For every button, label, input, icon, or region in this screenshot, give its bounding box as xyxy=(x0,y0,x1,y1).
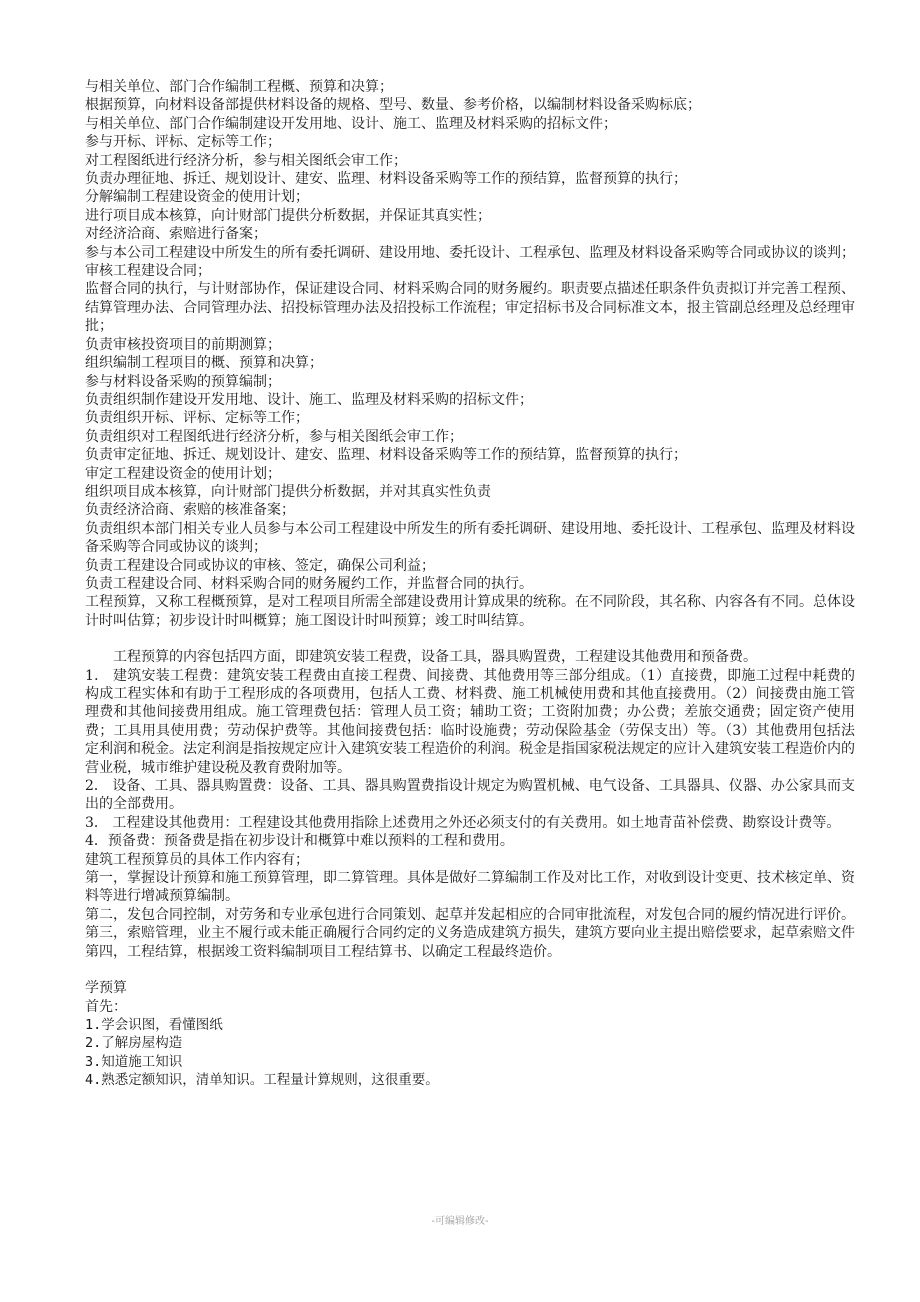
responsibilities-block xyxy=(85,78,855,630)
text-line: 负责工程建设合同、材料采购合同的财务履约工作，并监督合同的执行。 xyxy=(85,575,533,592)
text-line: 第二，发包合同控制，对劳务和专业承包进行合同策划、起草并发起相应的合同审批流程，对发包合同的履约情况进行评价。 xyxy=(85,906,855,923)
page-footer: -可编辑修改- xyxy=(431,1216,489,1227)
text-line: 审定工程建设资金的使用计划； xyxy=(85,465,281,482)
text-line: 2． 设备、工具、器具购置费：设备、工具、器具购置费指设计规定为购置机械、电气设备、工具器具、仪器、办公家具而支出的全部费用。 xyxy=(85,778,855,813)
text-line: 工程预算，又称工程概预算，是对工程项目所需全部建设费用计算成果的统称。在不同阶段，其名称、内容各有不同。总体设计时叫估算；初步设计时叫概算；施工图设计时叫预算；竣工时叫结算。 xyxy=(85,594,855,629)
text-line: 监督合同的执行，与计财部协作，保证建设合同、材料采购合同的财务履约。职责要点描述任职条件负责拟订并完善工程预、结算管理办法、合同管理办法、招投标管理办法及招投标工作流程；审定招标书及合同标准文本，报主管副总经理及总经理审批； xyxy=(85,281,855,335)
text-line: 进行项目成本核算，向计财部门提供分析数据，并保证其真实性； xyxy=(85,207,491,224)
text-line: 负责审定征地、拆迁、规划设计、建安、监理、材料设备采购等工作的预结算，监督预算的执行； xyxy=(85,447,687,464)
text-line: 组织编制工程项目的概、预算和决算； xyxy=(85,355,323,372)
text-line: 3． 工程建设其他费用：工程建设其他费用指除上述费用之外还必须支付的有关费用。如土地青苗补偿费、勘察设计费等。 xyxy=(85,814,841,831)
text-line: 建筑工程预算员的具体工作内容有； xyxy=(85,851,309,868)
text-line: 与相关单位、部门合作编制工程概、预算和决算； xyxy=(85,79,393,95)
text-line: 参与材料设备采购的预算编制； xyxy=(85,373,281,390)
text-line: 对工程图纸进行经济分析，参与相关图纸会审工作； xyxy=(85,152,407,169)
list-item: 3.知道施工知识 xyxy=(85,1053,183,1070)
list-item: 4.熟悉定额知识，清单知识。工程量计算规则，这很重要。 xyxy=(85,1072,439,1089)
text-line: 负责组织对工程图纸进行经济分析，参与相关图纸会审工作； xyxy=(85,428,463,445)
text-line: 第四，工程结算，根据竣工资料编制项目工程结算书、以确定工程最终造价。 xyxy=(85,943,561,960)
list-item: 1.学会识图，看懂图纸 xyxy=(85,1016,223,1033)
text-line: 根据预算，向材料设备部提供材料设备的规格、型号、数量、参考价格，以编制材料设备采购标底； xyxy=(85,97,701,114)
learning-block xyxy=(85,979,855,1089)
text-line: 参与开标、评标、定标等工作； xyxy=(85,134,281,151)
text-line: 负责组织本部门相关专业人员参与本公司工程建设中所发生的所有委托调研、建设用地、委托设计、工程承包、监理及材料设备采购等合同或协议的谈判； xyxy=(85,520,855,556)
spacer xyxy=(85,630,855,648)
budget-content-block xyxy=(85,648,855,961)
text-line: 负责办理征地、拆迁、规划设计、建安、监理、材料设备采购等工作的预结算，监督预算的执行； xyxy=(85,171,687,188)
list-item: 2.了解房屋构造 xyxy=(85,1035,183,1052)
text-line: 4．预备费：预备费是指在初步设计和概算中难以预料的工程和费用。 xyxy=(85,833,514,850)
text-line: 1． 建筑安装工程费：建筑安装工程费由直接工程费、间接费、其他费用等三部分组成。（1）直接费，即施工过程中耗费的构成工程实体和有助于工程形成的各项费用，包括人工费、材料费、施工机械使用费和其他直接费用。（2）间接费由施工管理费和其他间接费用组成。施工管理费包括：管理人员工资；辅助工资；工资附加费；办公费；差旅交通费；固定资产使用费；工具用具使用费；劳动保护费等。其他间接费包括：临时设施费；劳动保险基金（劳保支出）等。（3）其他费用包括法定利润和税金。法定利润是指按规定应计入建筑安装工程造价的利润。税金是指国家税法规定的应计入建筑安装工程造价内的营业税，城市维护建设税及教育费附加等。 xyxy=(85,667,855,776)
text-line: 分解编制工程建设资金的使用计划； xyxy=(85,189,309,206)
text-line: 工程预算的内容包括四方面，即建筑安装工程费，设备工具，器具购置费，工程建设其他费用和预备费。 xyxy=(113,649,757,666)
text-line: 负责组织制作建设开发用地、设计、施工、监理及材料采购的招标文件； xyxy=(85,391,533,408)
text-line: 第一，掌握设计预算和施工预算管理，即二算管理。具体是做好二算编制工作及对比工作，对收到设计变更、技术核定单、资料等进行增减预算编制。 xyxy=(85,870,855,905)
text-line: 审核工程建设合同； xyxy=(85,263,211,280)
text-line: 负责审核投资项目的前期测算； xyxy=(85,336,281,353)
text-line: 组织项目成本核算，向计财部门提供分析数据，并对其真实性负责 xyxy=(85,483,491,500)
text-line: 负责组织开标、评标、定标等工作； xyxy=(85,410,309,427)
text-line: 学预算 xyxy=(85,980,127,997)
text-line: 负责经济洽商、索赔的核准备案； xyxy=(85,502,295,519)
text-line: 第三，索赔管理，业主不履行或未能正确履行合同约定的义务造成建筑方损失，建筑方要向业主提出赔偿要求，起草索赔文件 xyxy=(85,925,855,942)
text-line: 负责工程建设合同或协议的审核、签定，确保公司利益； xyxy=(85,557,435,574)
document-body xyxy=(85,78,855,1090)
text-line: 对经济洽商、索赔进行备案； xyxy=(85,226,267,243)
text-line: 首先： xyxy=(85,998,127,1015)
text-line: 参与本公司工程建设中所发生的所有委托调研、建设用地、委托设计、工程承包、监理及材料设备采购等合同或协议的谈判； xyxy=(85,244,855,261)
spacer xyxy=(85,961,855,979)
text-line: 与相关单位、部门合作编制建设开发用地、设计、施工、监理及材料采购的招标文件； xyxy=(85,115,617,132)
